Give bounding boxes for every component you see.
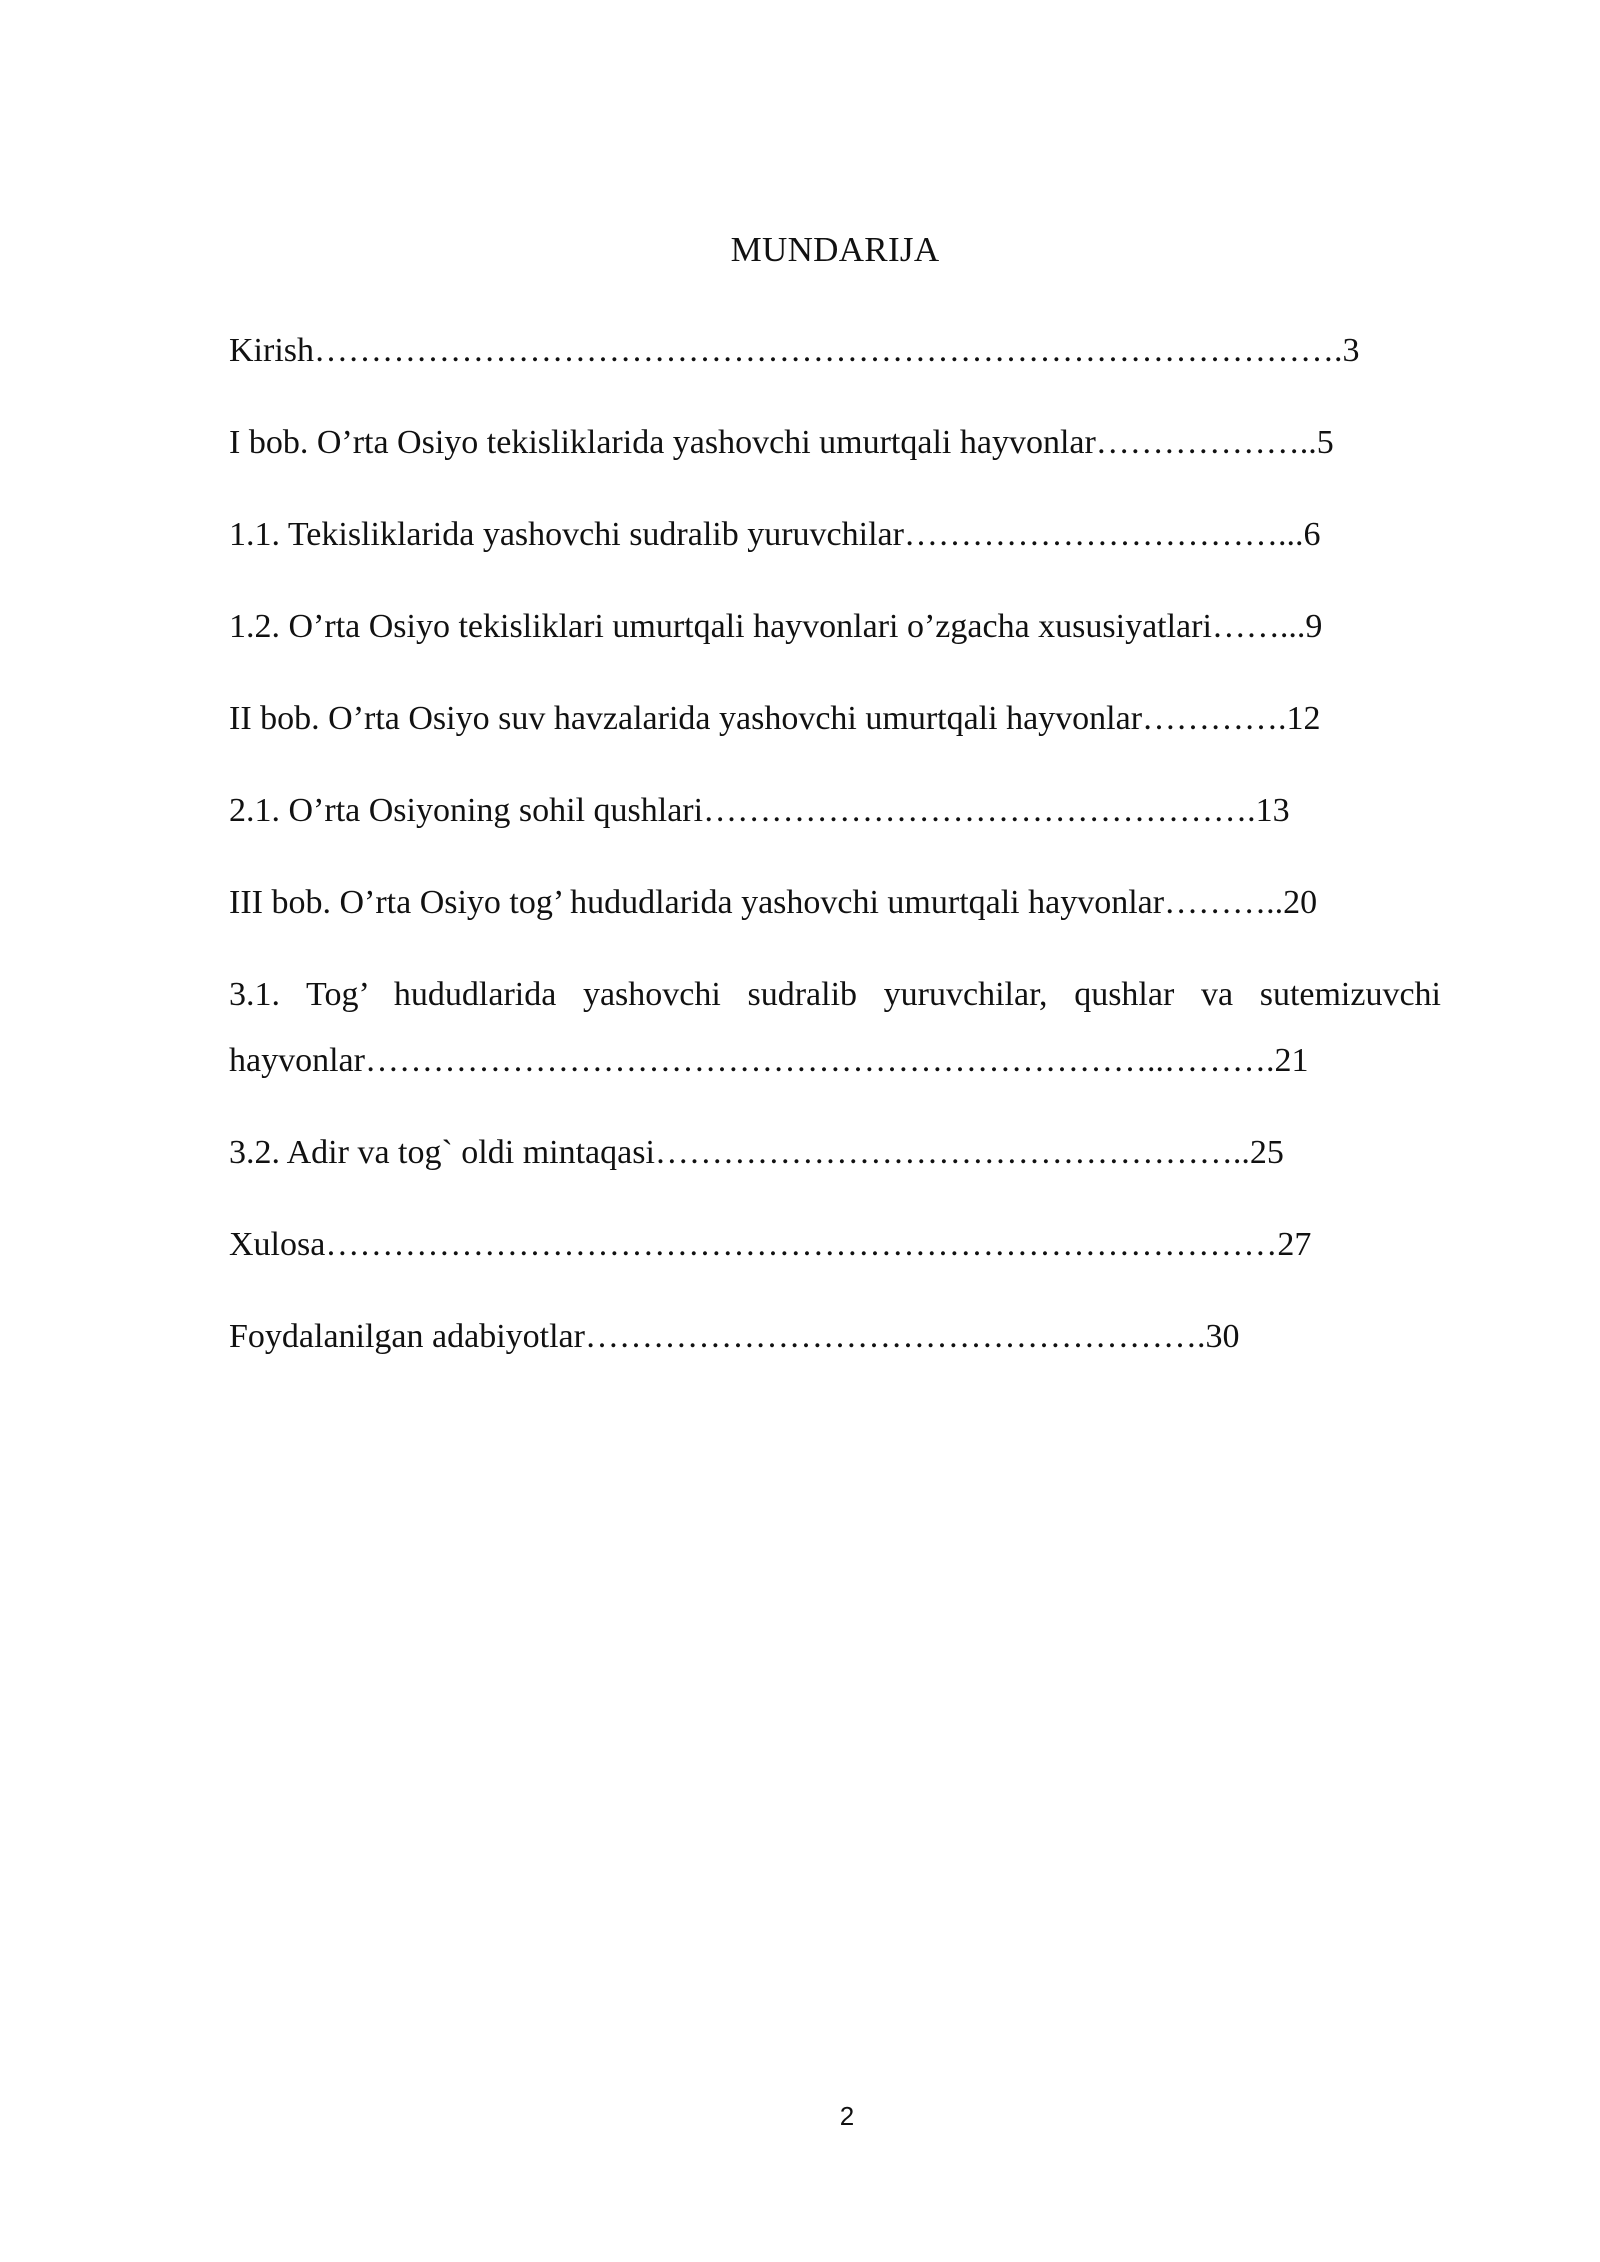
toc-entry-1-1: 1.1. Tekisliklarida yashovchi sudralib yuruvchilar……………………………...6 — [229, 516, 1321, 553]
page-number: 2 — [839, 2101, 855, 2131]
toc-entry-2-1: 2.1. O’rta Osiyoning sohil qushlari………………………………………….13 — [229, 792, 1290, 829]
page-title: MUNDARIJA — [730, 230, 940, 269]
toc-entry-chapter-3: III bob. O’rta Osiyo tog’ hududlarida yashovchi umurtqali hayvonlar………..20 — [229, 884, 1318, 921]
table-of-contents — [229, 318, 1441, 1396]
toc-entry-chapter-1: I bob. O’rta Osiyo tekisliklarida yashovchi umurtqali hayvonlar………………..5 — [229, 424, 1334, 461]
toc-entry-3-2: 3.2. Adir va tog` oldi mintaqasi……………………………………………..25 — [229, 1134, 1284, 1171]
toc-entry-1-2: 1.2. O’rta Osiyo tekisliklari umurtqali hayvonlari o’zgacha xususiyatlari……...9 — [229, 608, 1323, 645]
toc-entry-xulosa: Xulosa…………………………………………………………………………27 — [229, 1226, 1312, 1263]
toc-entry-3-1: 3.1. Tog’ hududlarida yashovchi sudralib yuruvchilar, qushlar va sutemizuvchi hayvonlar……………………………………………………………..……….21 — [229, 976, 1441, 1079]
toc-entry-kirish: Kirish……………………………………………………………………………….3 — [229, 332, 1360, 369]
toc-entry-chapter-2: II bob. O’rta Osiyo suv havzalarida yashovchi umurtqali hayvonlar………….12 — [229, 700, 1321, 737]
toc-entry-adabiyotlar: Foydalanilgan adabiyotlar……………………………………………….30 — [229, 1318, 1240, 1355]
